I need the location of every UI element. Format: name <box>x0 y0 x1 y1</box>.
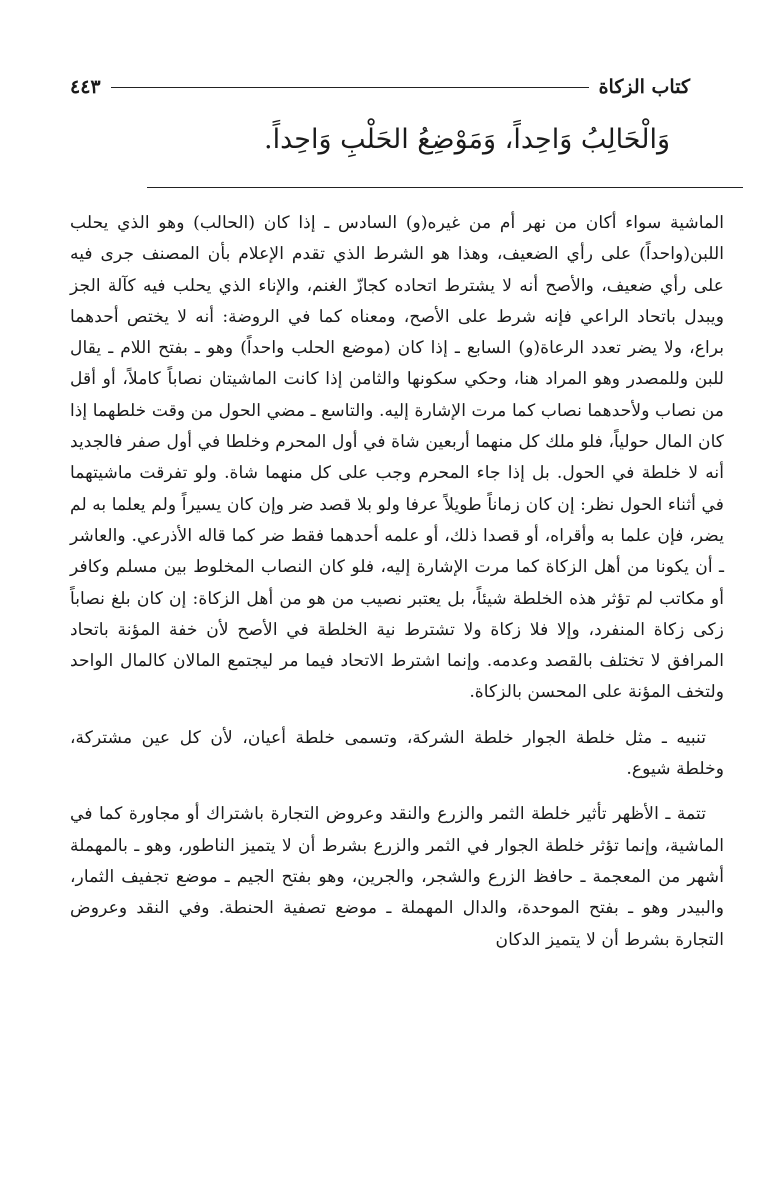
footnote-divider <box>147 187 743 188</box>
page-number: ٤٤٣ <box>70 76 101 98</box>
commentary-paragraph: تتمة ـ الأظهر تأثير خلطة الثمر والزرع والنقد وعروض التجارة باشتراك أو مجاورة كما في الماشية، وإنما تؤثر خلطة الجوار في الثمر والزرع بشرط أن لا يتميز الناطور، وهو ـ بالمهملة أشهر من المعجمة ـ حافظ الزرع والشجر، والجرين، وهو بفتح الجيم ـ موضع تجفيف الثمار، والبيدر وهو ـ بفتح الموحدة، والدال المهملة ـ موضع تصفية الحنطة. وفي النقد وعروض التجارة بشرط أن لا يتميز الدكان <box>70 804 724 950</box>
running-header <box>70 72 690 102</box>
running-title: كتاب الزكاة <box>598 76 690 98</box>
commentary-paragraph: تنبيه ـ مثل خلطة الجوار خلطة الشركة، وتسمى خلطة أعيان، لأن كل عين مشتركة، وخلطة شيوع. <box>70 727 724 780</box>
matn-verse: وَالْحَالِبُ وَاحِداً، وَمَوْضِعُ الحَلْبِ وَاحِداً. <box>264 124 670 155</box>
header-rule <box>111 87 589 88</box>
commentary-body <box>70 208 724 956</box>
commentary-paragraph: الماشية سواء أكان من نهر أم من غيره(و) السادس ـ إذا كان (الحالب) وهو الذي يحلب اللبن(واحداً) على رأي الضعيف، وهذا هو الشرط الذي تقدم الإعلام بأن المصنف جرى فيه على رأي ضعيف، والأصح أنه لا يشترط اتحاده كجازّ الغنم، والإناء الذي يحلب فيه كآلة الجز ويبدل باتحاد الراعي فإنه شرط على الأصح، ومعناه كما في الروضة: أنه لا يختص أحدهما براع، ولا يضر تعدد الرعاة(و) السابع ـ إذا كان (موضع الحلب واحداً) وهو ـ بفتح اللام ـ يقال للبن وللمصدر وهو المراد هنا، وحكي سكونها والثامن إذا كانت الماشيتان نصاباً كاملاً، أو أقل من نصاب ولأحدهما نصاب كما مرت الإشارة إليه. والتاسع ـ مضي الحول من وقت خلطهما إذا كان المال حولياً، فلو ملك كل منهما أربعين شاة في أول المحرم وخلطا في أول صفر فالجديد أنه لا خلطة في الحول. بل إذا جاء المحرم وجب على كل منهما شاة. ولو تفرقت ماشيتهما في أثناء الحول نظر: إن كان زماناً طويلاً عرفا ولو بلا قصد ضر وإن كان يسيراً ولم يعلما به لم يضر، فإن علما به وأقراه، أو قصدا ذلك، أو علمه أحدهما فقط ضر كما قاله الأذرعي. والعاشر ـ أن يكونا من أهل الزكاة كما مرت الإشارة إليه، فلو كان النصاب المخلوط بين مسلم وكافر أو مكاتب لم تؤثر هذه الخلطة شيئاً، بل يعتبر نصيب من هو من أهل الزكاة: إن كان بلغ نصاباً زكى زكاة المنفرد، وإلا فلا زكاة ولا تشترط نية الخلطة في الأصح لأن خفة المؤنة باتحاد المرافق لا تختلف بالقصد وعدمه. وإنما اشترط الاتحاد فيما مر ليجتمع المالان كالمال الواحد ولتخف المؤنة على المحسن بالزكاة. <box>70 213 724 703</box>
